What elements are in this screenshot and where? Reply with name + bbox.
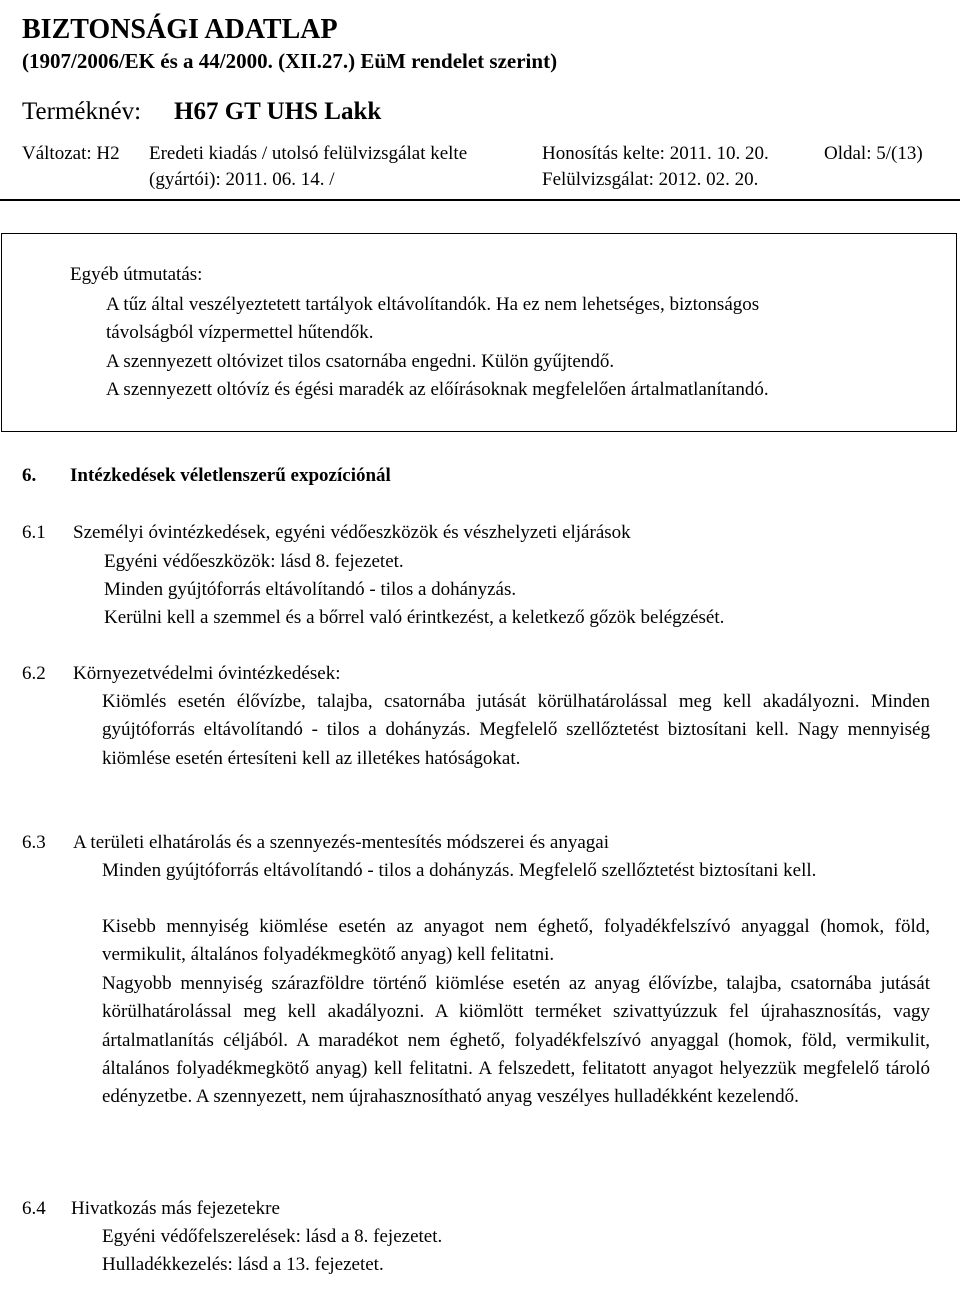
subsection-line: Minden gyújtóforrás eltávolítandó - tilos a dohányzás. [104,579,517,600]
subsection-number: 6.1 [22,522,46,543]
box-line: A szennyezett oltóvizet tilos csatornába engedni. Külön gyűjtendő. [106,351,615,372]
subsection-line: Kerülni kell a szemmel és a bőrrel való érintkezést, a keletkező gőzök belégzését. [104,607,725,628]
subsection-paragraph: Kiömlés esetén élővízbe, talajba, csatornába jutását körülhatárolással meg kell akadályozni. Minden gyújtóforrás eltávolítandó - tilos a dohányzás. Megfelelő szellőztetést biztosítani kell. Nagy mennyiség kiömlése esetén értesíteni kell az illetékes hatóságokat. [102,691,930,769]
subsection-line: Hulladékkezelés: lásd a 13. fejezetet. [102,1254,384,1275]
subsection-title: A területi elhatárolás és a szennyezés-mentesítés módszerei és anyagai [73,832,609,853]
version: Változat: H2 [22,143,120,164]
subsection-number: 6.3 [22,832,46,853]
subsection-number: 6.2 [22,663,46,684]
adoption-date: Honosítás kelte: 2011. 10. 20. [542,143,769,164]
product-name-label: Terméknév: [22,98,142,125]
header-divider [0,199,960,201]
subsection-number: 6.4 [22,1198,46,1219]
box-heading: Egyéb útmutatás: [70,264,203,285]
section-title: Intézkedések véletlenszerű expozíciónál [70,465,391,486]
subsection-title: Hivatkozás más fejezetekre [71,1198,280,1219]
subsection-line: Egyéni védőeszközök: lásd 8. fejezetet. [104,551,404,572]
box-line: A tűz által veszélyeztetett tartályok eltávolítandók. Ha ez nem lehetséges, biztonságos [106,294,760,315]
issue-date-line2: (gyártói): 2011. 06. 14. / [149,169,335,190]
review-date: Felülvizsgálat: 2012. 02. 20. [542,169,759,190]
issue-date-line1: Eredeti kiadás / utolsó felülvizsgálat kelte [149,143,468,164]
subsection-line: Egyéni védőfelszerelések: lásd a 8. fejezetet. [102,1226,443,1247]
page-number: Oldal: 5/(13) [824,143,923,164]
section-number: 6. [22,465,37,486]
box-line: A szennyezett oltóvíz és égési maradék az előírásoknak megfelelően ártalmatlanítandó. [106,379,769,400]
subsection-paragraph: Minden gyújtóforrás eltávolítandó - tilos a dohányzás. Megfelelő szellőztetést biztosítani kell. [102,860,817,881]
subsection-paragraph: Kisebb mennyiség kiömlése esetén az anyagot nem éghető, folyadékfelszívó anyaggal (homok, föld, vermikulit, általános folyadékmegkötő anyag) kell felitatni. [102,916,930,966]
document-title: BIZTONSÁGI ADATLAP [22,14,338,45]
subsection-title: Környezetvédelmi óvintézkedések: [73,663,341,684]
subsection-paragraph: Nagyobb mennyiség szárazföldre történő kiömlése esetén az anyag élővízbe, talajba, csatornába jutását körülhatárolással meg kell akadályozni. A kiömlött terméket szivattyúzzuk fel újrahasznosítás, vagy ártalmatlanítás céljából. A maradékot nem éghető, folyadékfelszívó anyaggal (homok, föld, vermikulit, általános folyadékmegkötő anyag) kell felitatni. A felszedett, felitatott anyagot helyezzük megfelelő tároló edényzetbe. A szennyezett, nem újrahasznosítható anyag veszélyes hulladékként kezelendő. [102,973,930,1108]
regulation-subtitle: (1907/2006/EK és a 44/2000. (XII.27.) EüM rendelet szerint) [22,49,558,73]
product-name: H67 GT UHS Lakk [174,98,382,125]
subsection-title: Személyi óvintézkedések, egyéni védőeszközök és vészhelyzeti eljárások [73,522,631,543]
box-line: távolságból vízpermettel hűtendők. [106,322,374,343]
